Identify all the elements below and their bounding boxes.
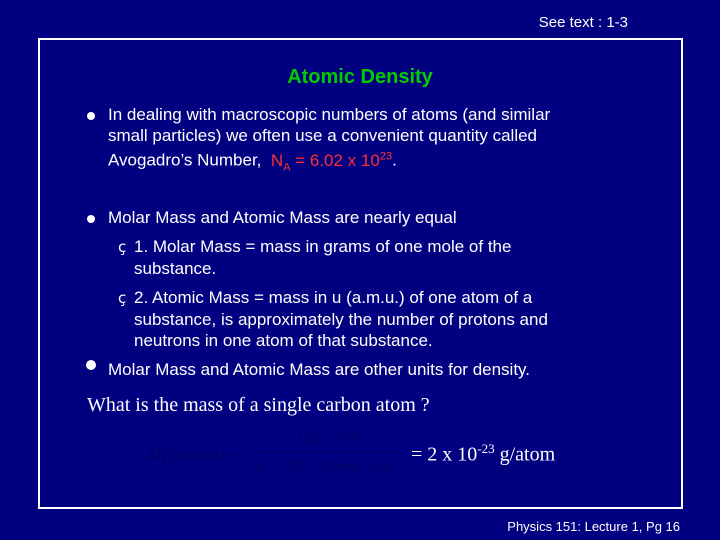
formula-denominator-unit: atoms / mol [312, 456, 397, 475]
avogadro-period: . [392, 150, 397, 170]
avogadro-number: = 6.02 x 10 [290, 150, 380, 170]
formula-denominator [253, 456, 401, 476]
avogadro-value [270, 150, 393, 174]
sub-item-molar-mass-line1 [118, 236, 511, 258]
sub-item-atomic-mass [118, 287, 548, 351]
avogadro-symbol: N [270, 150, 284, 170]
formula-lhs: M(carbon) = [147, 444, 242, 464]
result-suffix: g/atom [494, 443, 556, 466]
bullet-dot-icon [87, 215, 95, 223]
avogadro-subscript: A [283, 161, 291, 174]
bullet-avogadro-line3 [108, 146, 550, 178]
formula-denominator-base: 6 × 10 [257, 456, 303, 475]
bullet-molar-mass: Molar Mass and Atomic Mass are nearly equal [108, 208, 457, 227]
sub-item-molar-mass-line2: substance. [134, 259, 217, 278]
bullet-dot-icon [87, 112, 95, 120]
slide-reference: See text : 1-3 [538, 14, 628, 31]
sub-item-atomic-mass-line3: neutrons in one atom of that substance. [134, 331, 433, 350]
result-text [411, 441, 555, 467]
bullet-density-units: Molar Mass and Atomic Mass are other units for density. [108, 360, 531, 379]
result-prefix: = 2 x 10 [411, 443, 478, 466]
sub-item-atomic-mass-line1 [118, 287, 548, 309]
bullet-avogadro-line1: In dealing with macroscopic numbers of atoms (and similar [108, 105, 551, 124]
arrow-left-icon: ç [118, 289, 127, 307]
avogadro-label: Avogadro’s Number, [108, 150, 262, 170]
sub-item-atomic-mass-line2: substance, is approximately the number of protons and [134, 310, 548, 329]
bullet-avogadro [108, 104, 550, 178]
avogadro-exponent: 23 [379, 150, 393, 162]
question-text: What is the mass of a single carbon atom ? [87, 394, 430, 416]
bullet-dot-icon [86, 360, 96, 370]
slide-title: Atomic Density [287, 66, 433, 88]
arrow-left-icon: ç [118, 238, 127, 256]
slide-footer: Physics 151: Lecture 1, Pg 16 [507, 519, 680, 534]
formula-numerator: 12g / mol [294, 426, 360, 445]
fraction-bar [253, 452, 401, 453]
result-exponent: -23 [477, 441, 495, 456]
sub-item-molar-mass [118, 236, 511, 279]
sub-item-atomic-mass-text: 2. Atomic Mass = mass in u (a.m.u.) of one atom of a [134, 288, 533, 307]
bullet-avogadro-line2: small particles) we often use a convenient quantity called [108, 126, 538, 145]
formula-denominator-exponent: 23 [302, 456, 313, 468]
sub-item-molar-mass-text: 1. Molar Mass = mass in grams of one mole of the [134, 237, 512, 256]
